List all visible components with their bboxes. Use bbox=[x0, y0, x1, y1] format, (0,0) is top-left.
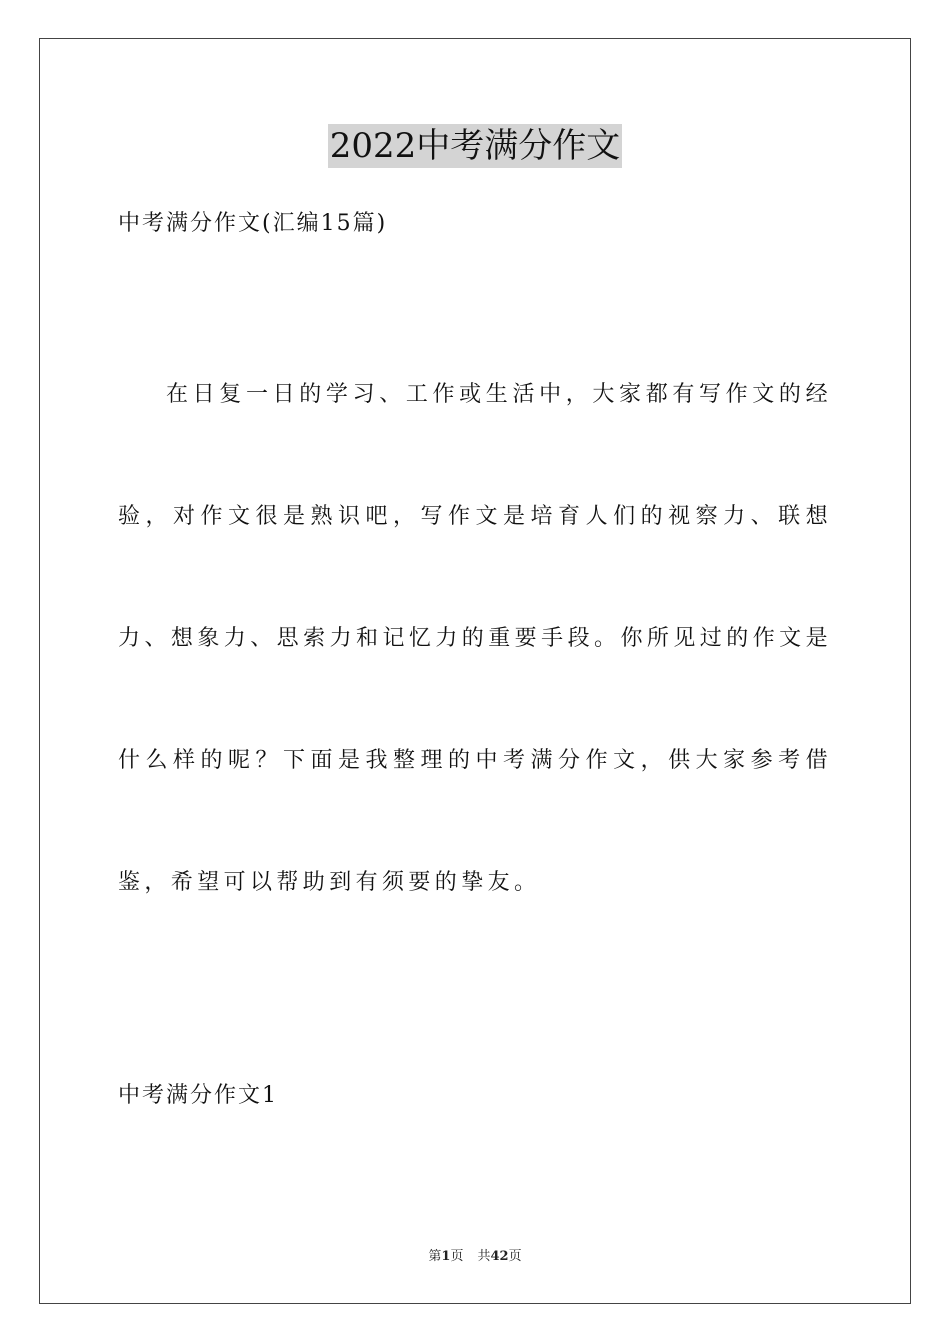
document-subtitle: 中考满分作文(汇编15篇) bbox=[118, 211, 388, 236]
total-suffix: 页 bbox=[508, 1249, 522, 1264]
page-prefix: 第 bbox=[428, 1249, 442, 1264]
page-suffix: 页 bbox=[450, 1249, 464, 1264]
page-footer bbox=[0, 1248, 950, 1266]
page-number: 1 bbox=[441, 1249, 451, 1264]
total-pages: 42 bbox=[490, 1249, 509, 1264]
total-prefix: 共 bbox=[477, 1249, 491, 1264]
section-heading: 中考满分作文1 bbox=[118, 1083, 278, 1108]
document-title: 2022中考满分作文 bbox=[329, 126, 621, 166]
title-container bbox=[0, 124, 950, 168]
intro-paragraph: 在日复一日的学习、工作或生活中，大家都有写作文的经验，对作文很是熟识吧，写作文是培育人们的视察力、联想力、想象力、思索力和记忆力的重要手段。你所见过的作文是什么样的呢？下面是我整理的中考满分作文，供大家参考借鉴，希望可以帮助到有须要的挚友。 bbox=[118, 382, 832, 895]
